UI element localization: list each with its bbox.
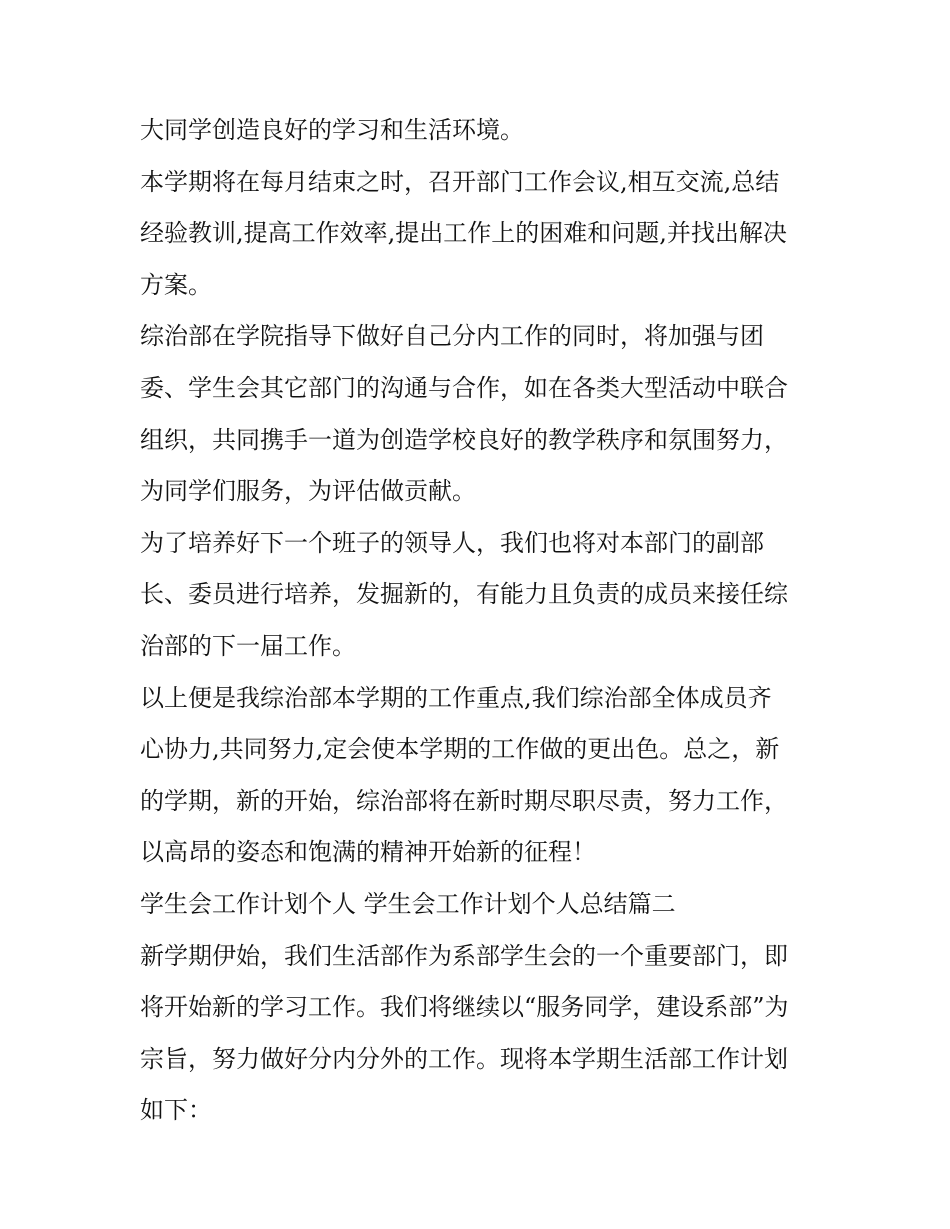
text-line: 新学期伊始，我们生活部作为系部学生会的一个重要部门，即 bbox=[140, 941, 788, 970]
text-line: 为了培养好下一个班子的领导人，我们也将对本部门的副部 bbox=[140, 528, 764, 557]
text-line: 如下： bbox=[140, 1096, 212, 1125]
text-line: 的学期，新的开始，综治部将在新时期尽职尽责，努力工作， bbox=[140, 786, 788, 815]
text-line: 经验教训,提高工作效率,提出工作上的困难和问题,并找出解决 bbox=[140, 219, 787, 248]
text-line: 长、委员进行培养，发掘新的，有能力且负责的成员来接任综 bbox=[140, 580, 788, 609]
section-heading: 学生会工作计划个人 学生会工作计划个人总结篇二 bbox=[140, 889, 676, 918]
text-line: 委、学生会其它部门的沟通与合作，如在各类大型活动中联合 bbox=[140, 373, 788, 402]
text-line: 将开始新的学习工作。我们将继续以“服务同学，建设系部”为 bbox=[140, 993, 789, 1022]
text-line: 宗旨，努力做好分内分外的工作。现将本学期生活部工作计划 bbox=[140, 1044, 788, 1073]
text-line: 方案。 bbox=[140, 270, 212, 299]
text-line: 以高昂的姿态和饱满的精神开始新的征程！ bbox=[140, 838, 596, 867]
text-line: 大同学创造良好的学习和生活环境。 bbox=[140, 116, 524, 144]
text-line: 以上便是我综治部本学期的工作重点,我们综治部全体成员齐 bbox=[140, 683, 772, 712]
document-body bbox=[140, 105, 820, 1137]
text-line: 心协力,共同努力,定会使本学期的工作做的更出色。总之，新 bbox=[140, 735, 780, 764]
text-line: 为同学们服务，为评估做贡献。 bbox=[140, 477, 476, 506]
text-line: 综治部在学院指导下做好自己分内工作的同时，将加强与团 bbox=[140, 322, 764, 351]
text-line: 治部的下一届工作。 bbox=[140, 631, 356, 660]
text-line: 本学期将在每月结束之时，召开部门工作会议,相互交流,总结 bbox=[140, 167, 780, 196]
text-line: 组织，共同携手一道为创造学校良好的教学秩序和氛围努力， bbox=[140, 425, 788, 454]
